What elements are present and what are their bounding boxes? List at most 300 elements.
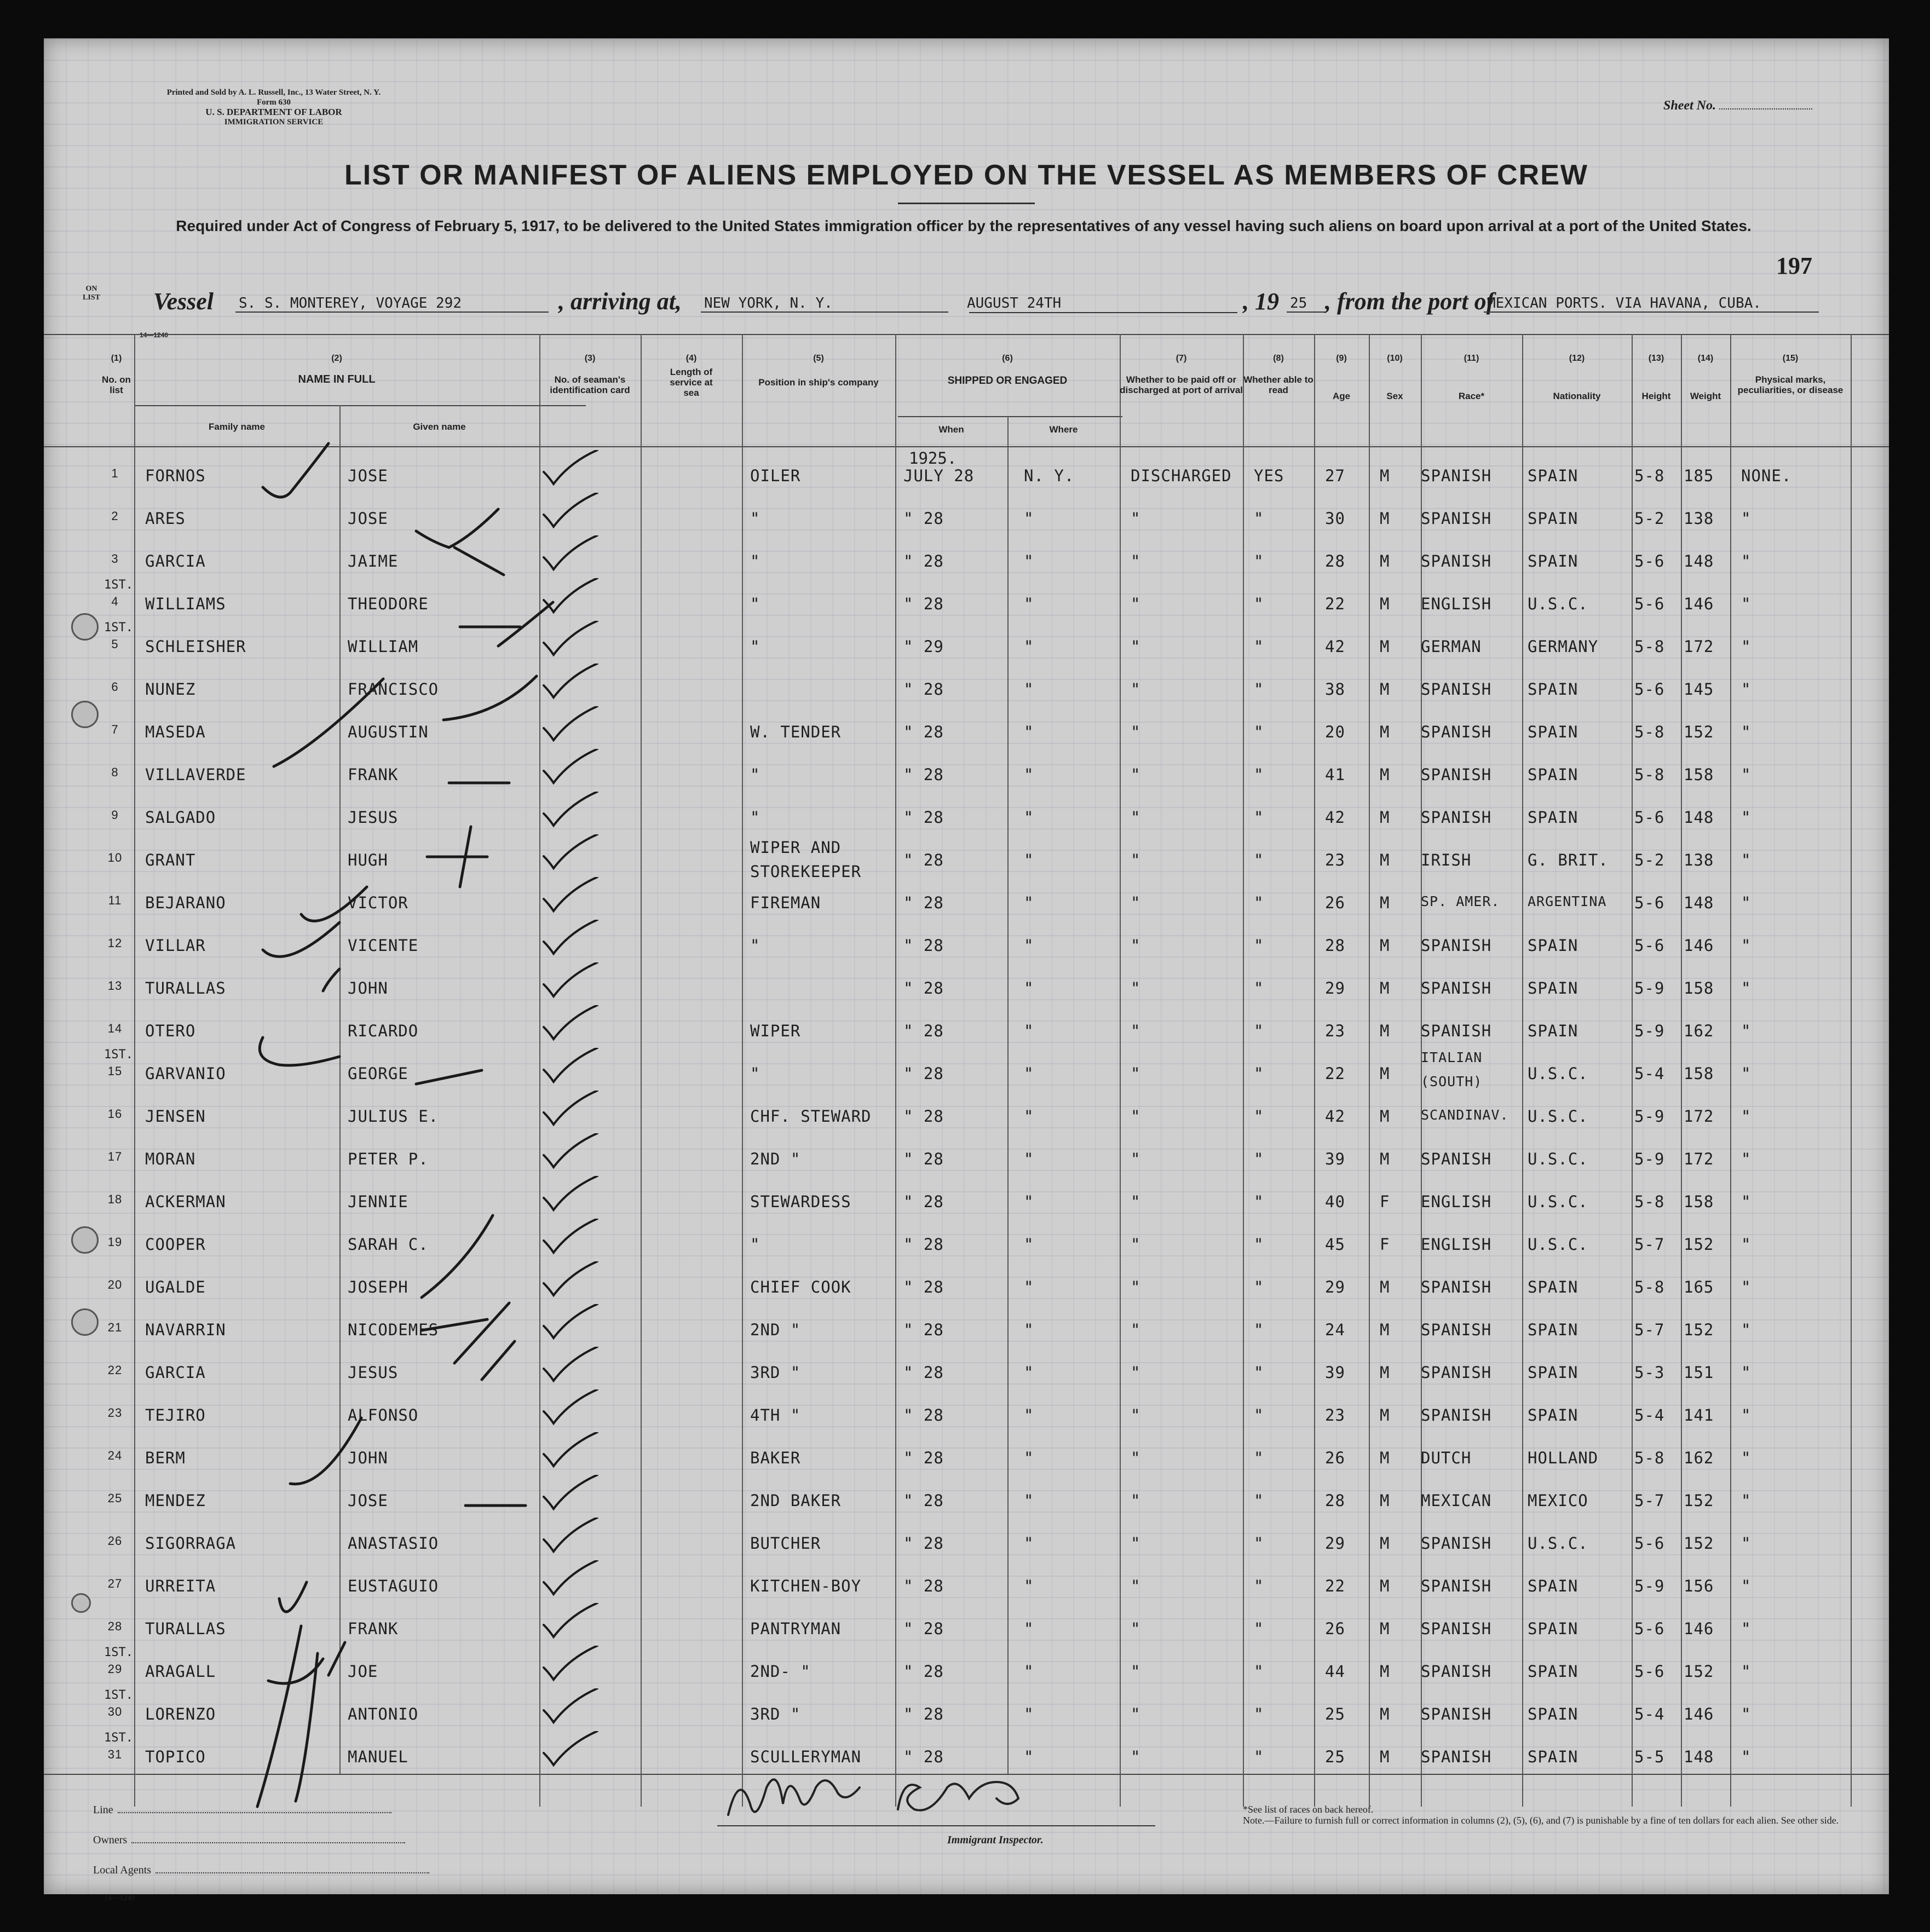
row-number: 19 xyxy=(107,1235,123,1249)
given-name: JOSE xyxy=(348,466,388,485)
position: KITCHEN-BOY xyxy=(750,1577,862,1595)
shipped-when: " 28 xyxy=(903,1235,944,1254)
row-number: 28 xyxy=(107,1619,123,1633)
weight: 172 xyxy=(1684,1107,1714,1126)
paid-off: " xyxy=(1131,1064,1141,1083)
col-title: Position in ship's company xyxy=(758,377,879,388)
position: " xyxy=(750,765,761,784)
family-name: TURALLAS xyxy=(145,1619,226,1638)
height: 5-4 xyxy=(1634,1406,1665,1425)
shipped-where: N. Y. xyxy=(1024,466,1075,485)
able-to-read: " xyxy=(1254,979,1264,997)
shipped-when: " 28 xyxy=(903,893,944,912)
race: ENGLISH xyxy=(1421,595,1492,613)
col-title: Age xyxy=(1332,391,1351,401)
shipped-where: " xyxy=(1024,1705,1034,1723)
shipped-when: " 28 xyxy=(903,851,944,869)
able-to-read: " xyxy=(1254,1363,1264,1382)
nationality: ARGENTINA xyxy=(1528,893,1607,909)
given-name: FRANCISCO xyxy=(348,680,439,699)
height: 5-6 xyxy=(1634,1662,1665,1681)
given-name: JOSE xyxy=(348,1491,388,1510)
col-number: (11) xyxy=(1464,354,1479,363)
paid-off: " xyxy=(1131,723,1141,741)
shipped-when: " 28 xyxy=(903,680,944,699)
shipped-when: " 28 xyxy=(903,509,944,528)
given-name: THEODORE xyxy=(348,595,429,613)
sex: M xyxy=(1380,1449,1390,1467)
paid-off: " xyxy=(1131,1363,1141,1382)
sex: M xyxy=(1380,936,1390,955)
weight: 145 xyxy=(1684,680,1714,699)
age: 26 xyxy=(1325,893,1345,912)
given-name: JENNIE xyxy=(348,1192,408,1211)
position: FIREMAN xyxy=(750,893,821,912)
nationality: SPAIN xyxy=(1528,680,1578,699)
position: " xyxy=(750,595,761,613)
physical-marks: " xyxy=(1741,1406,1752,1425)
age: 40 xyxy=(1325,1192,1345,1211)
shipped-where: " xyxy=(1024,1235,1034,1254)
shipped-when: " 28 xyxy=(903,1705,944,1723)
row-number: 16 xyxy=(107,1107,123,1121)
position: " xyxy=(750,637,761,656)
given-name: VICENTE xyxy=(348,936,419,955)
able-to-read: " xyxy=(1254,808,1264,827)
binder-hole xyxy=(71,701,99,728)
sex: M xyxy=(1380,1705,1390,1723)
family-name: OTERO xyxy=(145,1022,196,1040)
shipped-when: JULY 28 xyxy=(903,466,975,485)
weight: 152 xyxy=(1684,1235,1714,1254)
height: 5-4 xyxy=(1634,1705,1665,1723)
paid-off: " xyxy=(1131,1278,1141,1296)
given-name: SARAH C. xyxy=(348,1235,429,1254)
shipped-when: " 28 xyxy=(903,1150,944,1168)
nationality: SPAIN xyxy=(1528,979,1578,997)
able-to-read: " xyxy=(1254,1235,1264,1254)
weight: 151 xyxy=(1684,1363,1714,1382)
weight: 148 xyxy=(1684,1748,1714,1766)
able-to-read: " xyxy=(1254,1449,1264,1467)
weight: 146 xyxy=(1684,595,1714,613)
paid-off: " xyxy=(1131,1577,1141,1595)
weight: 162 xyxy=(1684,1449,1714,1467)
age: 23 xyxy=(1325,1406,1345,1425)
nationality: GERMANY xyxy=(1528,637,1599,656)
able-to-read: " xyxy=(1254,509,1264,528)
row-number: 9 xyxy=(111,808,119,822)
race: SPANISH xyxy=(1421,1406,1492,1425)
age: 42 xyxy=(1325,808,1345,827)
position: WIPER xyxy=(750,1022,801,1040)
shipped-when: " 28 xyxy=(903,1064,944,1083)
age: 23 xyxy=(1325,1022,1345,1040)
family-name: ACKERMAN xyxy=(145,1192,226,1211)
shipped-when: " 28 xyxy=(903,1748,944,1766)
age: 26 xyxy=(1325,1449,1345,1467)
shipped-where: " xyxy=(1024,893,1034,912)
height: 5-8 xyxy=(1634,1449,1665,1467)
arriving-label: , arriving at, xyxy=(558,288,682,315)
nationality: U.S.C. xyxy=(1528,595,1588,613)
col-header-given: Given name xyxy=(413,422,466,432)
col-title: Nationality xyxy=(1553,391,1601,401)
nationality: U.S.C. xyxy=(1528,1064,1588,1083)
given-name: ANTONIO xyxy=(348,1705,419,1723)
col-title: NAME IN FULL xyxy=(298,373,376,385)
line-field[interactable] xyxy=(118,1812,391,1813)
sex: M xyxy=(1380,893,1390,912)
service: IMMIGRATION SERVICE xyxy=(224,118,324,126)
weight: 138 xyxy=(1684,509,1714,528)
race: SPANISH xyxy=(1421,1662,1492,1681)
sex: M xyxy=(1380,1064,1390,1083)
physical-marks: " xyxy=(1741,1363,1752,1382)
binder-hole xyxy=(71,1308,99,1336)
family-name: GARVANIO xyxy=(145,1064,226,1083)
col-title: Length of service at sea xyxy=(670,367,713,398)
height: 5-6 xyxy=(1634,680,1665,699)
position: W. TENDER xyxy=(750,723,842,741)
row-number: 30 xyxy=(107,1705,123,1718)
height: 5-6 xyxy=(1634,893,1665,912)
nationality: SPAIN xyxy=(1528,1748,1578,1766)
able-to-read: " xyxy=(1254,765,1264,784)
race: SPANISH xyxy=(1421,936,1492,955)
given-name: RICARDO xyxy=(348,1022,419,1040)
manifest-sheet xyxy=(44,38,1889,1902)
paid-off: " xyxy=(1131,1619,1141,1638)
shipped-when: " 28 xyxy=(903,1278,944,1296)
shipped-where: " xyxy=(1024,1192,1034,1211)
race: SPANISH xyxy=(1421,1705,1492,1723)
physical-marks: " xyxy=(1741,680,1752,699)
sex: F xyxy=(1380,1235,1390,1254)
physical-marks: NONE. xyxy=(1741,466,1792,485)
weight: 152 xyxy=(1684,723,1714,741)
age: 29 xyxy=(1325,1278,1345,1296)
family-name: NUNEZ xyxy=(145,680,196,699)
able-to-read: " xyxy=(1254,1022,1264,1040)
race: ENGLISH xyxy=(1421,1235,1492,1254)
paid-off: " xyxy=(1131,595,1141,613)
nationality: SPAIN xyxy=(1528,1577,1578,1595)
position: CHIEF COOK xyxy=(750,1278,851,1296)
race: SPANISH xyxy=(1421,1619,1492,1638)
race: IRISH xyxy=(1421,851,1472,869)
shipped-when: " 28 xyxy=(903,1619,944,1638)
physical-marks: " xyxy=(1741,1192,1752,1211)
handwritten-marks xyxy=(44,38,1889,1894)
able-to-read: " xyxy=(1254,1150,1264,1168)
physical-marks: " xyxy=(1741,509,1752,528)
vessel-label: Vessel xyxy=(153,288,214,315)
shipped-where: " xyxy=(1024,1534,1034,1553)
physical-marks: " xyxy=(1741,1662,1752,1681)
col-number: (14) xyxy=(1697,354,1714,363)
age: 28 xyxy=(1325,936,1345,955)
footer-form-code: 14—1240 xyxy=(104,1894,135,1902)
given-name: JOHN xyxy=(348,979,388,997)
row-number: 6 xyxy=(111,680,119,694)
age: 29 xyxy=(1325,1534,1345,1553)
shipped-where: " xyxy=(1024,1449,1034,1467)
department: U. S. DEPARTMENT OF LABOR xyxy=(205,107,342,117)
year-prefix: , 19 xyxy=(1243,288,1279,315)
shipped-when: " 28 xyxy=(903,1406,944,1425)
able-to-read: " xyxy=(1254,552,1264,570)
physical-marks: " xyxy=(1741,723,1752,741)
given-name: JOSE xyxy=(348,509,388,528)
footer-line xyxy=(93,1804,391,1816)
paid-off: DISCHARGED xyxy=(1131,466,1232,485)
row-number: 10 xyxy=(107,851,123,864)
age: 25 xyxy=(1325,1705,1345,1723)
col-number: (1) xyxy=(111,354,122,363)
sex: M xyxy=(1380,1406,1390,1425)
height: 5-6 xyxy=(1634,595,1665,613)
family-name: ARAGALL xyxy=(145,1662,216,1681)
physical-marks: " xyxy=(1741,979,1752,997)
given-name: ALFONSO xyxy=(348,1406,419,1425)
shipped-where: " xyxy=(1024,1577,1034,1595)
paid-off: " xyxy=(1131,1192,1141,1211)
col-number: (15) xyxy=(1782,354,1799,363)
position: CHF. STEWARD xyxy=(750,1107,872,1126)
shipped-when: " 28 xyxy=(903,595,944,613)
height: 5-9 xyxy=(1634,1150,1665,1168)
family-name: VILLAR xyxy=(145,936,206,955)
shipped-where: " xyxy=(1024,1064,1034,1083)
shipped-when: " 28 xyxy=(903,552,944,570)
row-number: 23 xyxy=(107,1406,123,1420)
shipped-where: " xyxy=(1024,979,1034,997)
position: BUTCHER xyxy=(750,1534,821,1553)
family-name: JENSEN xyxy=(145,1107,206,1126)
shipped-when: " 28 xyxy=(903,1363,944,1382)
shipped-when: " 28 xyxy=(903,1022,944,1040)
row-number: 14 xyxy=(107,1022,123,1035)
first-class-mark: 1ST. xyxy=(104,621,133,635)
nationality: SPAIN xyxy=(1528,723,1578,741)
col-title: Physical marks, peculiarities, or disease xyxy=(1737,374,1843,395)
sex: M xyxy=(1380,1278,1390,1296)
position: " xyxy=(750,552,761,570)
position: 3RD " xyxy=(750,1705,801,1723)
nationality: U.S.C. xyxy=(1528,1107,1588,1126)
vessel-name: S. S. MONTEREY, VOYAGE 292 xyxy=(235,295,549,313)
shipped-where: " xyxy=(1024,1662,1034,1681)
paid-off: " xyxy=(1131,936,1141,955)
age: 44 xyxy=(1325,1662,1345,1681)
paid-off: " xyxy=(1131,1449,1141,1467)
weight: 158 xyxy=(1684,765,1714,784)
family-name: LORENZO xyxy=(145,1705,216,1723)
height: 5-8 xyxy=(1634,765,1665,784)
form-code: 14—1240 xyxy=(140,331,169,339)
col-number: (8) xyxy=(1273,354,1284,363)
weight: 172 xyxy=(1684,1150,1714,1168)
age: 42 xyxy=(1325,637,1345,656)
col-title: No. on list xyxy=(102,374,131,395)
row-number: 1 xyxy=(111,466,119,480)
shipped-where: " xyxy=(1024,552,1034,570)
footer-owners xyxy=(93,1834,405,1847)
agents-field[interactable] xyxy=(155,1872,429,1873)
col-number: (13) xyxy=(1648,354,1664,363)
family-name: ARES xyxy=(145,509,186,528)
row-number: 24 xyxy=(107,1449,123,1462)
given-name: FRANK xyxy=(348,1619,399,1638)
weight: 172 xyxy=(1684,637,1714,656)
able-to-read: " xyxy=(1254,1064,1264,1083)
able-to-read: " xyxy=(1254,1406,1264,1425)
shipped-where: " xyxy=(1024,509,1034,528)
height: 5-6 xyxy=(1634,1534,1665,1553)
physical-marks: " xyxy=(1741,1150,1752,1168)
nationality: U.S.C. xyxy=(1528,1150,1588,1168)
paid-off: " xyxy=(1131,1491,1141,1510)
owners-field[interactable] xyxy=(131,1842,405,1843)
nationality: SPAIN xyxy=(1528,1619,1578,1638)
race: ITALIAN (SOUTH) xyxy=(1421,1049,1483,1089)
race: MEXICAN xyxy=(1421,1491,1492,1510)
age: 39 xyxy=(1325,1363,1345,1382)
row-number: 22 xyxy=(107,1363,123,1377)
shipped-where: " xyxy=(1024,637,1034,656)
position: 2ND- " xyxy=(750,1662,811,1681)
paid-off: " xyxy=(1131,893,1141,912)
col-number: (7) xyxy=(1176,354,1187,363)
binder-hole xyxy=(71,1593,91,1613)
race: SPANISH xyxy=(1421,680,1492,699)
height: 5-9 xyxy=(1634,979,1665,997)
sex: M xyxy=(1380,1577,1390,1595)
weight: 158 xyxy=(1684,1064,1714,1083)
footer-agents xyxy=(93,1864,429,1877)
able-to-read: " xyxy=(1254,851,1264,869)
race: SPANISH xyxy=(1421,1150,1492,1168)
page-number: 197 xyxy=(1776,252,1812,279)
given-name: JOSEPH xyxy=(348,1278,408,1296)
height: 5-6 xyxy=(1634,1619,1665,1638)
weight: 152 xyxy=(1684,1491,1714,1510)
family-name: TEJIRO xyxy=(145,1406,206,1425)
family-name: TURALLAS xyxy=(145,979,226,997)
weight: 162 xyxy=(1684,1022,1714,1040)
paid-off: " xyxy=(1131,1235,1141,1254)
paid-off: " xyxy=(1131,1022,1141,1040)
paid-off: " xyxy=(1131,1662,1141,1681)
position: " xyxy=(750,1235,761,1254)
age: 29 xyxy=(1325,979,1345,997)
physical-marks: " xyxy=(1741,637,1752,656)
position: " xyxy=(750,1064,761,1083)
shipped-where: " xyxy=(1024,1491,1034,1510)
col-header-where: Where xyxy=(1049,424,1078,435)
height: 5-8 xyxy=(1634,723,1665,741)
height: 5-2 xyxy=(1634,509,1665,528)
race: DUTCH xyxy=(1421,1449,1472,1467)
family-name: MENDEZ xyxy=(145,1491,206,1510)
able-to-read: " xyxy=(1254,1705,1264,1723)
family-name: FORNOS xyxy=(145,466,206,485)
age: 20 xyxy=(1325,723,1345,741)
document-title: LIST OR MANIFEST OF ALIENS EMPLOYED ON THE VESSEL AS MEMBERS OF CREW xyxy=(344,159,1588,191)
shipped-where: " xyxy=(1024,765,1034,784)
paid-off: " xyxy=(1131,851,1141,869)
col-title: Whether able to read xyxy=(1243,374,1313,395)
row-number: 27 xyxy=(107,1577,123,1590)
nationality: SPAIN xyxy=(1528,936,1578,955)
row-number: 12 xyxy=(107,936,123,950)
binder-hole xyxy=(71,1226,99,1254)
able-to-read: " xyxy=(1254,1662,1264,1681)
sex: M xyxy=(1380,1619,1390,1638)
col-title: Sex xyxy=(1386,391,1403,401)
row-number: 4 xyxy=(111,595,119,608)
sex: M xyxy=(1380,1748,1390,1766)
height: 5-9 xyxy=(1634,1107,1665,1126)
family-name: COOPER xyxy=(145,1235,206,1254)
agents-label: Local Agents xyxy=(93,1864,152,1876)
able-to-read: " xyxy=(1254,1278,1264,1296)
given-name: JOHN xyxy=(348,1449,388,1467)
given-name: ANASTASIO xyxy=(348,1534,439,1553)
physical-marks: " xyxy=(1741,1064,1752,1083)
family-name: BEJARANO xyxy=(145,893,226,912)
family-name: NAVARRIN xyxy=(145,1320,226,1339)
row-number: 11 xyxy=(108,893,122,907)
physical-marks: " xyxy=(1741,1491,1752,1510)
sex: M xyxy=(1380,765,1390,784)
given-name: WILLIAM xyxy=(348,637,419,656)
able-to-read: " xyxy=(1254,637,1264,656)
physical-marks: " xyxy=(1741,1235,1752,1254)
given-name: PETER P. xyxy=(348,1150,429,1168)
row-number: 21 xyxy=(107,1320,123,1334)
nationality: SPAIN xyxy=(1528,1406,1578,1425)
race: SPANISH xyxy=(1421,509,1492,528)
height: 5-6 xyxy=(1634,808,1665,827)
able-to-read: " xyxy=(1254,1577,1264,1595)
col-number: (2) xyxy=(331,354,342,363)
line-label: Line xyxy=(93,1804,113,1816)
height: 5-8 xyxy=(1634,1278,1665,1296)
row-number: 8 xyxy=(111,765,119,779)
sex: M xyxy=(1380,1107,1390,1126)
weight: 152 xyxy=(1684,1534,1714,1553)
nationality: SPAIN xyxy=(1528,1022,1578,1040)
inspector-label: Immigrant Inspector. xyxy=(947,1834,1044,1846)
signature-icon xyxy=(717,1771,1155,1831)
sex: M xyxy=(1380,1150,1390,1168)
height: 5-4 xyxy=(1634,1064,1665,1083)
position: " xyxy=(750,808,761,827)
able-to-read: " xyxy=(1254,936,1264,955)
sex: M xyxy=(1380,1363,1390,1382)
position: WIPER AND STOREKEEPER xyxy=(750,838,862,881)
able-to-read: " xyxy=(1254,893,1264,912)
age: 41 xyxy=(1325,765,1345,784)
sex: M xyxy=(1380,851,1390,869)
position: STEWARDESS xyxy=(750,1192,851,1211)
weight: 165 xyxy=(1684,1278,1714,1296)
footer-note xyxy=(1243,1804,1856,1826)
shipped-when: " 28 xyxy=(903,1192,944,1211)
age: 22 xyxy=(1325,1577,1345,1595)
